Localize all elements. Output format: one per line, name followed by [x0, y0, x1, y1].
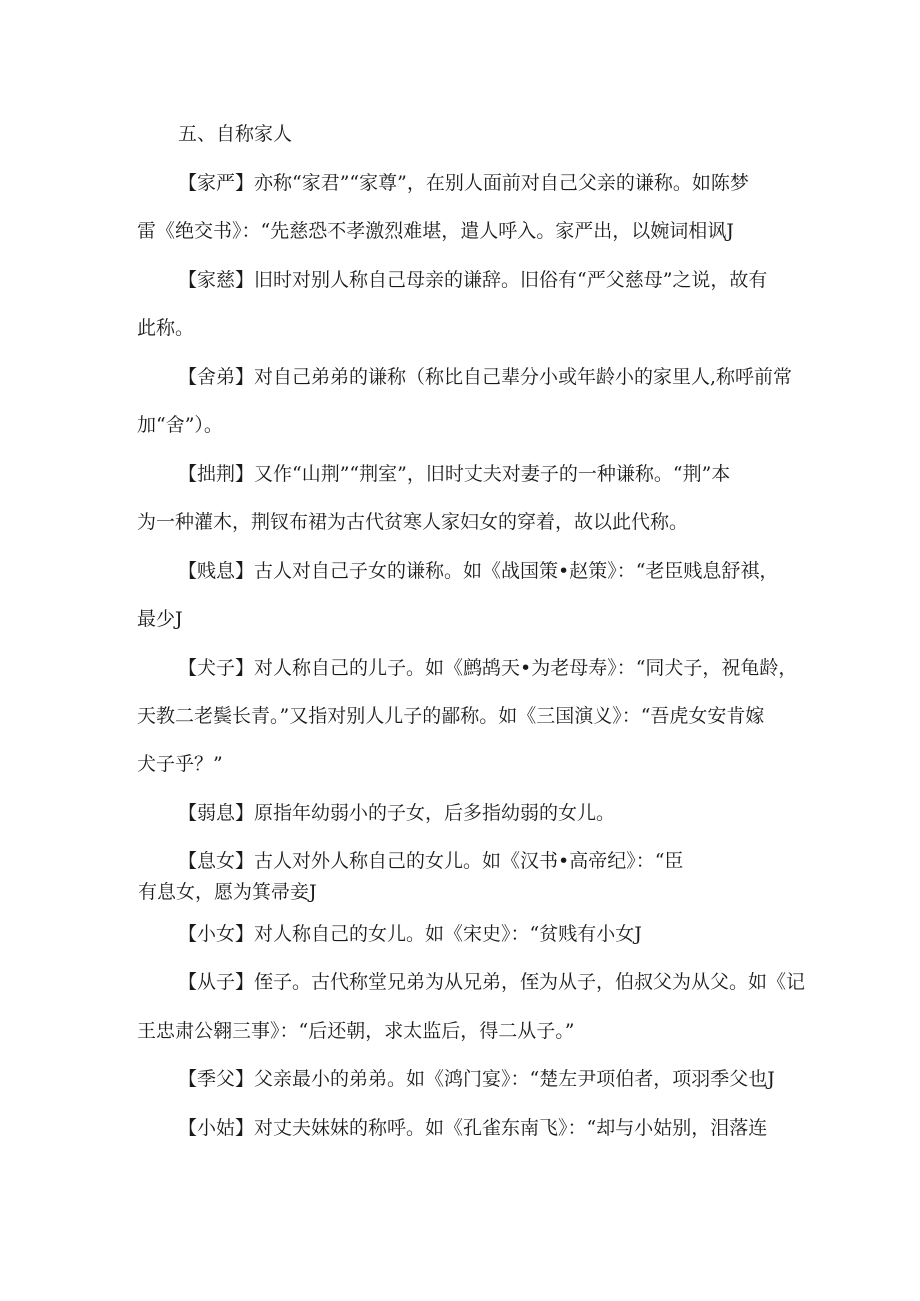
text-line: 【犬子】对人称自己的儿子。如《鹧鸪天•为老母寿》：“同犬子，祝龟龄，: [178, 657, 798, 679]
text-line: 【小姑】对丈夫妹妹的称呼。如《孔雀东南飞》：“却与小姑别，泪落连: [178, 1117, 768, 1139]
text-line: 【从子】侄子。古代称堂兄弟为从兄弟，侄为从子，伯叔父为从父。如《记: [178, 971, 806, 993]
text-line: 最少J: [137, 608, 183, 630]
text-line: 【小女】对人称自己的女儿。如《宋史》：“贫贱有小女J: [178, 923, 642, 945]
text-line: 【贱息】古人对自己子女的谦称。如《战国策•赵策》：“老臣贱息舒祺，: [178, 560, 779, 582]
text-line: 犬子乎？”: [137, 753, 223, 775]
text-line: 【家慈】旧时对别人称自己母亲的谦辞。旧俗有“严父慈母”之说，故有: [178, 269, 768, 291]
text-line: 【息女】古人对外人称自己的女儿。如《汉书•高帝纪》：“臣: [178, 850, 684, 872]
section-heading: 五、自称家人: [178, 123, 293, 145]
text-line: 加“舍”）。: [137, 414, 223, 436]
text-line: 此称。: [137, 317, 195, 339]
text-line: 雷《绝交书》：“先慈恐不孝激烈难堪，遣人呼入。家严出，以婉词相讽J: [137, 220, 734, 242]
text-line: 为一种灌木，荆钗布裙为古代贫寒人家妇女的穿着，故以此代称。: [137, 511, 689, 533]
text-line: 王忠肃公翱三事》：“后还朝，求太监后，得二从子。”: [137, 1020, 575, 1042]
text-line: 【弱息】原指年幼弱小的子女，后多指幼弱的女儿。: [178, 802, 616, 824]
text-line: 【家严】亦称“家君”“家尊”，在别人面前对自己父亲的谦称。如陈梦: [178, 172, 749, 194]
text-line: 【拙荆】又作“山荆”“荆室”，旧时丈夫对妻子的一种谦称。“荆”本: [178, 463, 731, 485]
text-line: 天教二老鬓长青。”又指对别人儿子的鄙称。如《三国演义》：“吾虎女安肯嫁: [137, 705, 765, 727]
text-line: 有息女，愿为箕帚妾J: [138, 881, 317, 903]
text-line: 【舍弟】对自己弟弟的谦称（称比自己辈分小或年龄小的家里人,称呼前常: [178, 366, 793, 388]
text-line: 【季父】父亲最小的弟弟。如《鸿门宴》：“楚左尹项伯者，项羽季父也J: [178, 1068, 775, 1090]
